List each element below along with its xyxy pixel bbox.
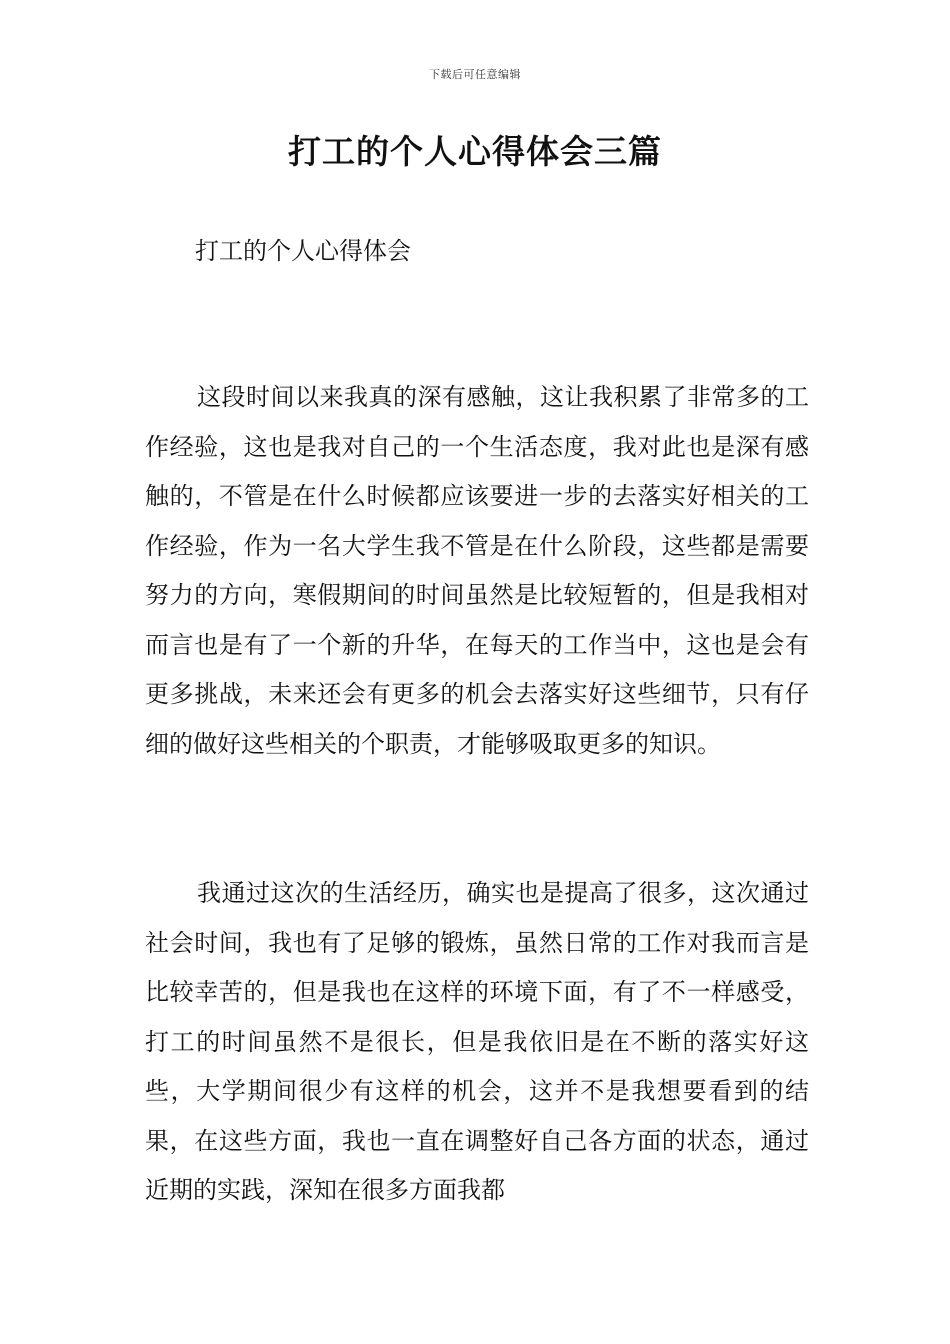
body-paragraph-1: 这段时间以来我真的深有感触，这让我积累了非常多的工作经验，这也是我对自己的一个生活态度，我对此也是深有感触的，不管是在什么时候都应该要进一步的去落实好相关的工作经验，作为一名大学生我不管是在什么阶段，这些都是需要努力的方向，寒假期间的时间虽然是比较短暂的，但是我相对而言也是有了一个新的升华，在每天的工作当中，这也是会有更多挑战，未来还会有更多的机会去落实好这些细节，只有仔细的做好这些相关的个职责，才能够吸取更多的知识。 [145,383,809,758]
header-note: 下载后可任意编辑 [429,68,521,81]
body-paragraph-2: 我通过这次的生活经历，确实也是提高了很多，这次通过社会时间，我也有了足够的锻炼，虽然日常的工作对我而言是比较幸苦的，但是我也在这样的环境下面，有了不一样感受，打工的时间虽然不是很长，但是我依旧是在不断的落实好这些，大学期间很少有这样的机会，这并不是我想要看到的结果，在这些方面，我也一直在调整好自己各方面的状态，通过近期的实践，深知在很多方面我都 [145,879,809,1204]
section-subtitle: 打工的个人心得体会 [195,237,411,265]
document-title: 打工的个人心得体会三篇 [288,132,662,171]
